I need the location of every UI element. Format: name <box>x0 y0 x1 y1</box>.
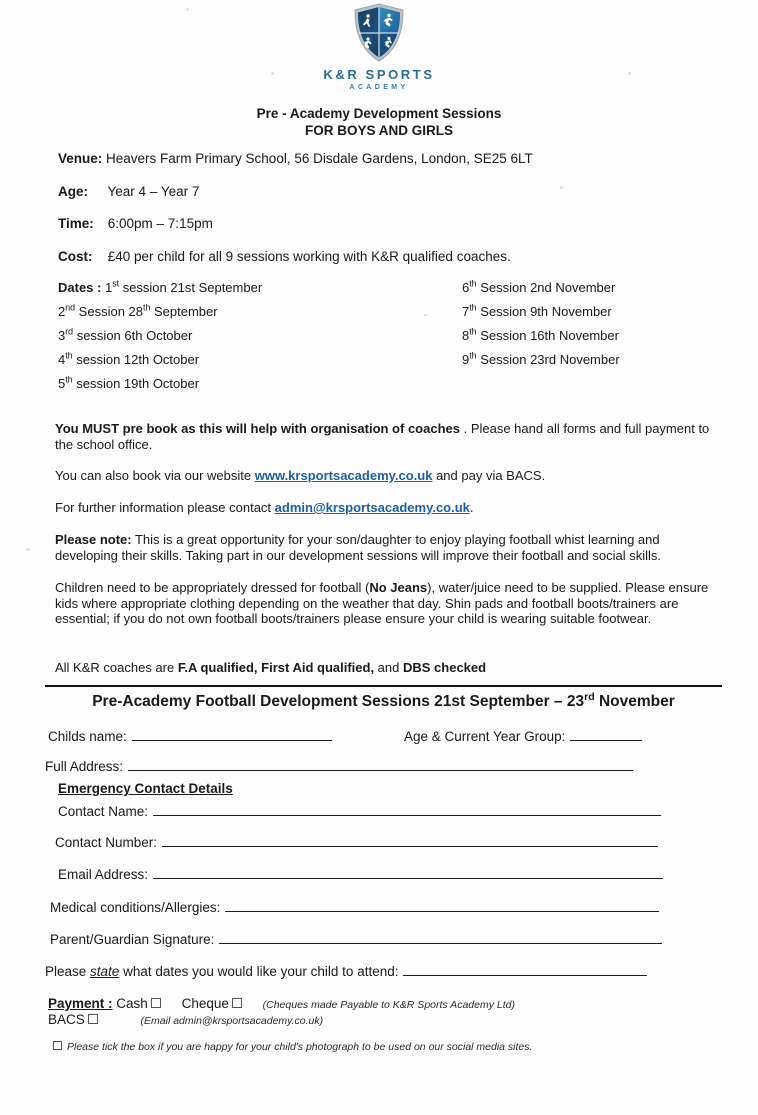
parent-signature-input[interactable] <box>219 930 662 944</box>
bacs-checkbox[interactable] <box>88 1014 98 1024</box>
dress-text-1: Children need to be appropriately dressed for football ( <box>55 580 370 595</box>
date-text-tail: September <box>150 304 218 319</box>
brand-subtitle: ACADEMY <box>349 84 409 91</box>
date-ordinal: 8 <box>462 328 470 343</box>
contact-prefix: For further information please contact <box>55 500 275 515</box>
bacs-label: BACS <box>48 1012 85 1027</box>
date-ordinal-suffix: st <box>112 278 120 289</box>
venue-row <box>58 151 533 167</box>
coaches-prefix: All K&R coaches are <box>55 660 178 675</box>
form-title <box>45 692 722 711</box>
cheque-label: Cheque <box>181 996 229 1011</box>
coaches-qualifications <box>55 660 710 676</box>
parent-signature-field[interactable] <box>50 930 662 948</box>
brand-name: K&R SPORTS <box>323 67 435 82</box>
coaches-bold-1: F.A qualified, First Aid qualified, <box>177 660 375 675</box>
page-title <box>0 105 758 139</box>
photo-consent-row[interactable] <box>50 1041 532 1053</box>
must-prebook-rest: . Please hand all forms and full payment to the school office. <box>55 421 710 452</box>
date-entry <box>58 374 200 391</box>
photo-consent-label: Please tick the box if you are happy for your child's photograph to be used on our social media sites. <box>67 1041 533 1053</box>
age-year-group-field[interactable] <box>404 727 642 745</box>
age-row <box>58 184 199 200</box>
date-text: Session 9th November <box>476 304 612 319</box>
shield-icon <box>351 2 407 64</box>
emergency-contact-heading <box>58 781 233 797</box>
no-jeans-bold: No Jeans <box>369 580 428 595</box>
date-ordinal: 6 <box>462 280 470 295</box>
cheque-checkbox[interactable] <box>232 998 242 1008</box>
dress-code-paragraph <box>55 580 710 627</box>
venue-label: Venue: <box>58 151 103 166</box>
email-address-field[interactable] <box>58 865 663 883</box>
date-ordinal: 3 <box>58 328 66 343</box>
medical-conditions-label: Medical conditions/Allergies: <box>50 900 221 915</box>
website-paragraph <box>55 468 710 484</box>
time-row <box>58 216 213 232</box>
website-suffix: and pay via BACS. <box>432 468 546 483</box>
age-value: Year 4 – Year 7 <box>107 184 200 199</box>
date-text: session 21st September <box>119 280 263 295</box>
emergency-contact-heading-text: Emergency Contact Details <box>58 781 233 796</box>
date-entry <box>462 326 619 343</box>
full-address-input[interactable] <box>128 757 633 771</box>
date-ordinal-suffix: nd <box>65 302 76 313</box>
payment-label: Payment : <box>48 996 113 1011</box>
medical-conditions-field[interactable] <box>50 898 659 916</box>
please-note-paragraph <box>55 532 710 563</box>
email-address-input[interactable] <box>153 865 663 879</box>
date-ordinal: 5 <box>58 376 66 391</box>
must-prebook-paragraph <box>55 421 710 452</box>
venue-value: Heavers Farm Primary School, 56 Disdale Gardens, London, SE25 6LT <box>106 151 533 166</box>
form-divider <box>45 685 722 687</box>
contact-name-input[interactable] <box>153 802 661 816</box>
age-year-group-label: Age & Current Year Group: <box>404 729 566 744</box>
date-entry <box>58 326 193 343</box>
must-prebook-bold: You MUST pre book as this will help with organisation of coaches <box>55 421 460 436</box>
cash-checkbox[interactable] <box>151 998 161 1008</box>
cost-label: Cost: <box>58 249 93 264</box>
scan-speck <box>560 186 563 189</box>
dress-text-2: ), water/juice need to be supplied. Please ensure kids where appropriate clothing depending on the weather that day. Shin pads and football boots/trainers are essential; if you do not own football boots/trainers please ensure your child is wearing suitable footwear. <box>55 580 709 626</box>
email-link[interactable]: admin@krsportsacademy.co.uk <box>274 500 470 515</box>
coaches-bold-2: DBS checked <box>402 660 487 675</box>
childs-name-input[interactable] <box>132 727 332 741</box>
attend-suffix: what dates you would like your child to attend: <box>119 964 399 979</box>
date-ordinal-suffix: rd <box>65 326 74 337</box>
childs-name-field[interactable] <box>48 727 332 745</box>
date-entry <box>462 302 612 319</box>
date-text: session 19th October <box>72 376 200 391</box>
contact-number-label: Contact Number: <box>55 835 158 850</box>
date-ordinal: 9 <box>462 352 470 367</box>
dates-label: Dates : <box>58 280 105 295</box>
date-ordinal: 1 <box>104 280 113 295</box>
date-ordinal: 2 <box>58 304 66 319</box>
date-entry <box>58 350 200 367</box>
cost-row <box>58 249 511 265</box>
payment-row-bacs <box>48 1012 323 1029</box>
parent-signature-label: Parent/Guardian Signature: <box>50 932 215 947</box>
website-link[interactable]: www.krsportsacademy.co.uk <box>254 468 433 483</box>
contact-name-field[interactable] <box>58 802 661 820</box>
contact-number-field[interactable] <box>55 833 658 851</box>
date-text: Session 16th November <box>476 328 619 343</box>
contact-name-label: Contact Name: <box>58 804 149 819</box>
age-year-group-input[interactable] <box>570 727 642 741</box>
date-text: Session 23rd November <box>476 352 620 367</box>
attend-prefix: Please <box>45 964 91 979</box>
attend-dates-input[interactable] <box>403 962 647 976</box>
full-address-field[interactable] <box>45 757 633 775</box>
date-ordinal-suffix: th <box>65 350 73 361</box>
date-text: Session 28 <box>75 304 143 319</box>
dates-grid <box>58 278 728 393</box>
form-title-main: Pre-Academy Football Development Sessions 21st September – 23 <box>92 693 585 710</box>
date-text: session 12th October <box>72 352 200 367</box>
contact-number-input[interactable] <box>162 833 658 847</box>
photo-consent-checkbox[interactable] <box>53 1041 62 1050</box>
date-ordinal-suffix: th <box>469 302 477 313</box>
date-text: session 6th October <box>73 328 193 343</box>
full-address-label: Full Address: <box>45 759 124 774</box>
scan-speck <box>26 548 30 551</box>
date-ordinal-suffix: th <box>469 326 477 337</box>
cost-value: £40 per child for all 9 sessions working with K&R qualified coaches. <box>107 249 511 264</box>
cheque-payable-note: (Cheques made Payable to K&R Sports Academy Ltd) <box>262 999 515 1011</box>
form-title-end: November <box>594 693 675 710</box>
form-title-sup: rd <box>584 690 595 703</box>
date-entry <box>58 302 218 319</box>
payment-row-primary <box>48 996 515 1013</box>
time-value: 6:00pm – 7:15pm <box>107 216 213 231</box>
childs-name-label: Childs name: <box>48 729 127 744</box>
age-label: Age: <box>58 184 88 199</box>
date-day-suffix: th <box>143 302 151 313</box>
cash-label: Cash <box>116 996 148 1011</box>
date-entry <box>462 278 616 295</box>
date-ordinal-suffix: th <box>65 374 73 385</box>
medical-conditions-input[interactable] <box>225 898 659 912</box>
email-address-label: Email Address: <box>58 867 149 882</box>
please-note-text: This is a great opportunity for your son/daughter to enjoy playing football whist learning and developing their skills. Taking part in our development sessions will improve their football and social skills. <box>55 532 661 563</box>
attend-dates-field[interactable] <box>45 962 647 980</box>
date-ordinal-suffix: th <box>469 350 477 361</box>
title-line-1: Pre - Academy Development Sessions <box>256 106 502 121</box>
title-line-2: FOR BOYS AND GIRLS <box>304 123 453 138</box>
please-note-label: Please note: <box>55 532 132 547</box>
website-prefix: You can also book via our website <box>55 468 255 483</box>
date-ordinal: 4 <box>58 352 66 367</box>
dates-section <box>58 278 728 393</box>
date-ordinal-suffix: th <box>469 278 477 289</box>
attend-italic: state <box>90 964 120 979</box>
bacs-email-note: (Email admin@krsportsacademy.co.uk) <box>140 1015 324 1027</box>
attend-dates-label <box>45 964 398 980</box>
date-text: Session 2nd November <box>476 280 616 295</box>
time-label: Time: <box>58 216 94 231</box>
contact-paragraph <box>55 500 710 516</box>
date-ordinal: 7 <box>462 304 470 319</box>
date-entry <box>58 278 263 295</box>
date-entry <box>462 350 620 367</box>
coaches-mid: and <box>374 660 403 675</box>
contact-suffix: . <box>469 500 474 515</box>
logo <box>0 2 758 91</box>
